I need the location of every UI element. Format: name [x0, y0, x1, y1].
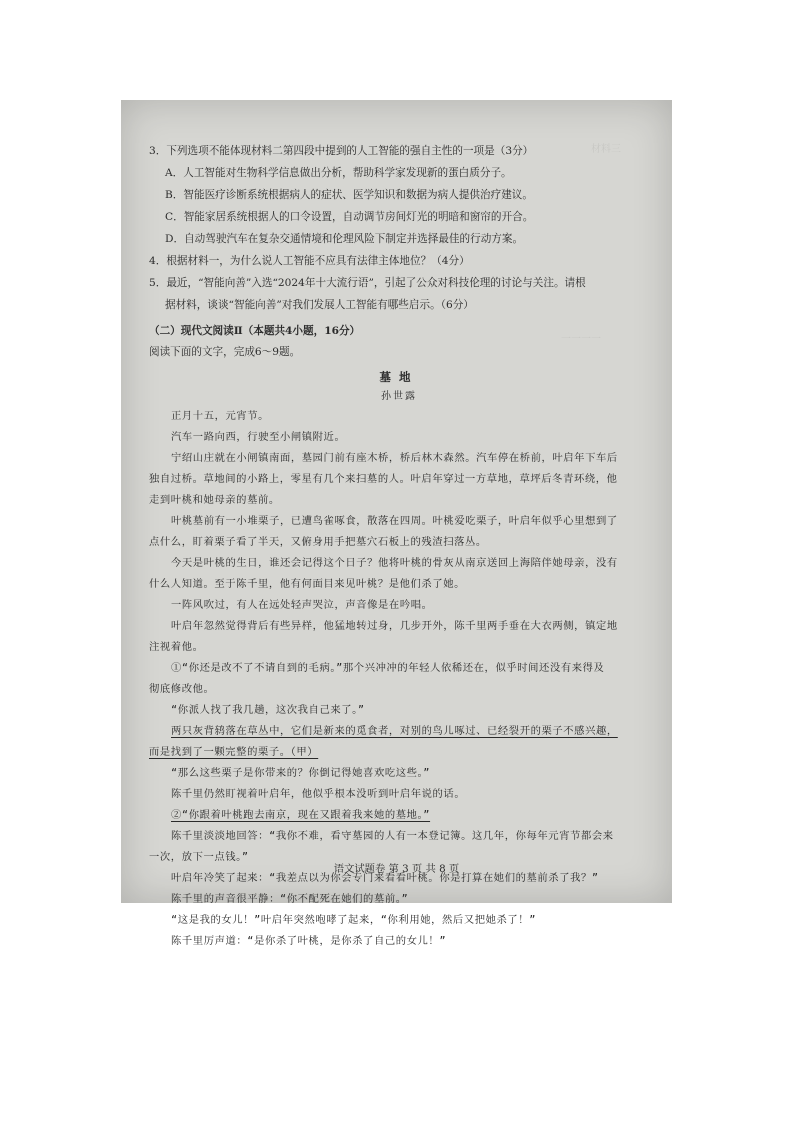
- story-line: 汽车一路向西，行驶至小闸镇附近。: [171, 431, 346, 443]
- story-line: 宁绍山庄就在小闸镇南面，墓园门前有座木桥，桥后林木森然。汽车停在桥前，叶启年下车后: [171, 452, 618, 464]
- story-line: 叶启年忽然觉得背后有些异样，他猛地转过身，几步开外，陈千里两手垂在大衣两侧，镇定地: [171, 620, 618, 632]
- story-line-underlined-jia: 两只灰背鸫落在草丛中，它们是新来的觅食者，对别的鸟儿啄过、已经裂开的栗子不感兴趣，: [171, 725, 618, 737]
- section-2-heading: （二）现代文阅读Ⅱ（本题共4小题，16分）: [149, 325, 361, 337]
- story-line: 一阵风吹过，有人在远处轻声哭泣，声音像是在吟唱。: [171, 599, 433, 611]
- story-line: “那么这些栗子是你带来的？你倒记得她喜欢吃这些。”: [171, 767, 431, 779]
- exam-sheet: [121, 100, 672, 947]
- bleed-through-text: 材料三: [591, 144, 621, 155]
- story-line: 陈千里厉声道：“是你杀了叶桃，是你杀了自己的女儿！”: [171, 935, 447, 947]
- story-line: 什么人知道。至于陈千里，他有何面目来见叶桃？是他们杀了她。: [149, 578, 466, 590]
- story-line: 今天是叶桃的生日，谁还会记得这个日子？他将叶桃的骨灰从南京送回上海陪伴她母亲，没有: [171, 557, 618, 569]
- page-content: [149, 140, 649, 952]
- story-line-marked-2: ②“你跟着叶桃跑去南京，现在又跟着我来她的墓地。”: [171, 809, 431, 821]
- bleed-through-text: 一一一一: [561, 334, 601, 345]
- question-5-line-2: 据材料，谈谈“智能向善”对我们发展人工智能有哪些启示。（6分）: [165, 299, 474, 311]
- story-line: 点什么，盯着栗子看了半天，又俯身用手把墓穴石板上的残渣扫落丛。: [149, 536, 487, 548]
- story-title: 墓地: [379, 370, 419, 384]
- question-3-option-c: C．智能家居系统根据人的口令设置，自动调节房间灯光的明暗和窗帘的开合。: [165, 211, 534, 223]
- story-line: 彻底修改他。: [149, 683, 215, 695]
- page-footer: 语文试题卷 第 3 页 共 8 页: [333, 863, 460, 875]
- story-line: 正月十五，元宵节。: [171, 410, 270, 422]
- question-3-option-d: D．自动驾驶汽车在复杂交通情境和伦理风险下制定并选择最佳的行动方案。: [165, 233, 524, 245]
- section-2-instruction: 阅读下面的文字，完成6～9题。: [149, 346, 301, 358]
- question-3-stem: 3．下列选项不能体现材料二第四段中提到的人工智能的强自主性的一项是（3分）: [149, 145, 534, 157]
- story-line: 叶桃墓前有一小堆栗子，已遭鸟雀啄食，散落在四周。叶桃爱吃栗子，叶启年似乎心里想到了: [171, 515, 618, 527]
- story-line-underlined-jia: 而是找到了一颗完整的栗子。（甲）: [149, 746, 319, 758]
- question-3-option-a: A．人工智能对生物科学信息做出分析，帮助科学家发现新的蛋白质分子。: [165, 167, 512, 179]
- question-3-option-b: B．智能医疗诊断系统根据病人的症状、医学知识和数据为病人提供治疗建议。: [165, 189, 533, 201]
- story-line: 独自过桥。草地间的小路上，零星有几个来扫墓的人。叶启年穿过一方草地，草坪后冬青环绕，他: [149, 473, 618, 485]
- story-line: “这是我的女儿！”叶启年突然咆哮了起来，“你利用她，然后又把她杀了！”: [171, 914, 536, 926]
- story-line: 走到叶桃和她母亲的墓前。: [149, 494, 280, 506]
- story-author: 孙世露: [381, 391, 417, 402]
- question-5-line-1: 5．最近，“智能向善”入选“2024年十大流行语”，引起了公众对科技伦理的讨论与关注。请根: [149, 277, 586, 289]
- story-line-marked-1: ①“你还是改不了不请自到的毛病。”那个兴冲冲的年轻人依稀还在，似乎时间还没有来得及: [171, 662, 605, 674]
- story-line: 陈千里淡淡地回答：“我你不难，看守墓园的人有一本登记簿。这几年，你每年元宵节都会来: [171, 830, 614, 842]
- story-line: “你派人找了我几趟，这次我自己来了。”: [171, 704, 365, 716]
- question-4: 4．根据材料一，为什么说人工智能不应具有法律主体地位？（4分）: [149, 255, 470, 267]
- story-line: 注视着他。: [149, 641, 204, 653]
- story-line: 一次，放下一点钱。”: [149, 851, 249, 863]
- story-line: 陈千里的声音很平静：“你不配死在她们的墓前。”: [171, 893, 409, 905]
- story-line: 叶启年冷笑了起来：“我差点以为你会专门来看看叶桃。你是打算在她们的墓前杀了我？”: [171, 872, 599, 884]
- story-line: 陈千里仍然盯视着叶启年，他似乎根本没听到叶启年说的话。: [171, 788, 466, 800]
